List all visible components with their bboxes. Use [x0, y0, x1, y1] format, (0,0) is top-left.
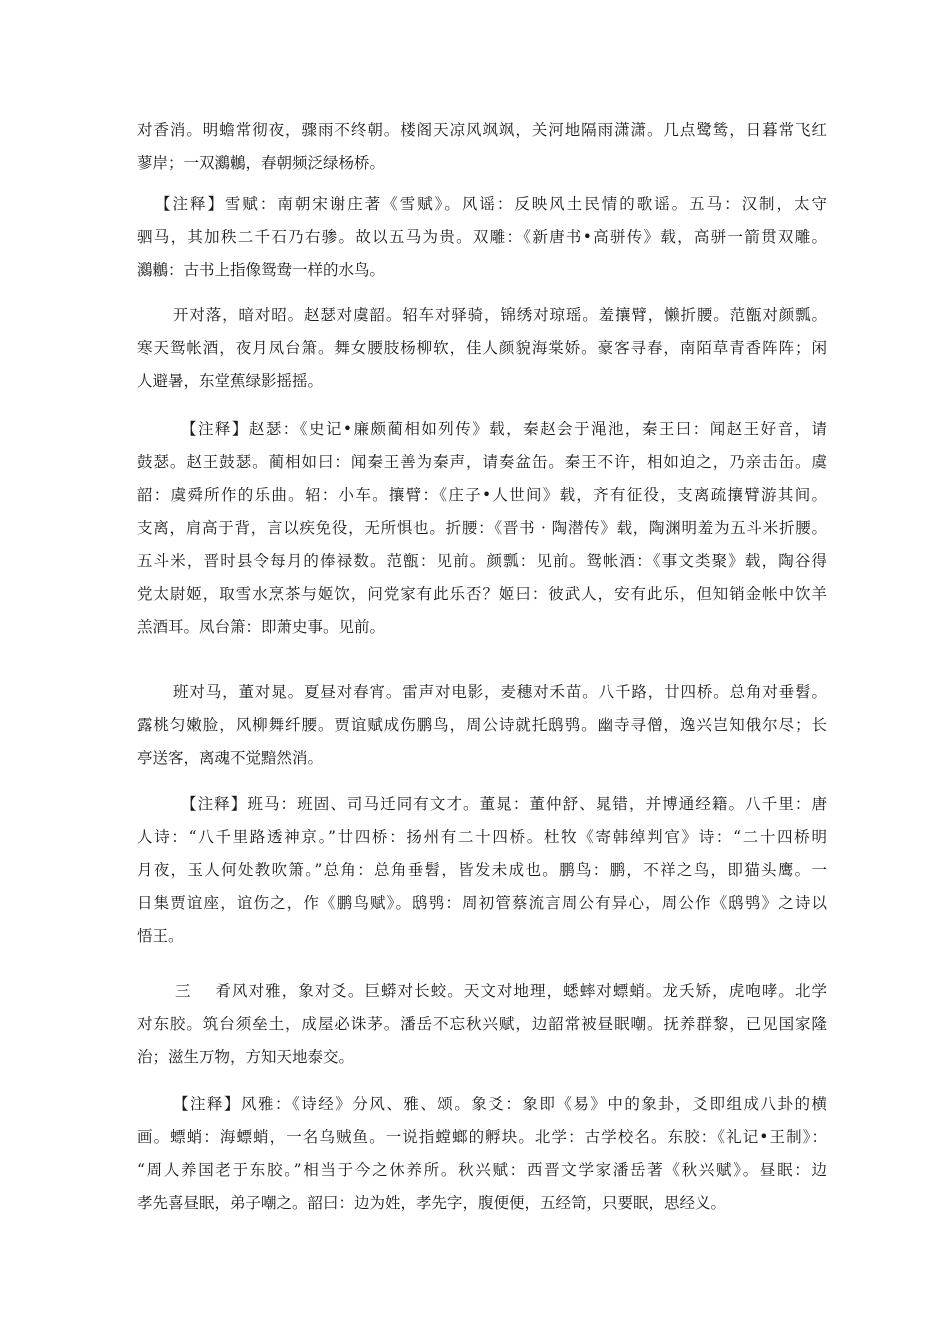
annotation-paragraph [137, 788, 827, 953]
text-line: 人诗：“八千里路透神京。”廿四桥：扬州有二十四桥。杜牧《寄韩绰判官》诗：“二十四桥明 [137, 828, 827, 846]
text-line: 人避暑，东堂蕉绿影摇摇。 [137, 372, 324, 390]
poem-paragraph [137, 975, 827, 1074]
text-line: 【注释】风雅：《诗经》分风、雅、颂。象爻：象即《易》中的象卦，爻即组成八卦的横 [173, 1095, 827, 1113]
text-line: 蓼岸；一双鸂鶒，春朝频泛绿杨桥。 [137, 154, 386, 172]
text-line: “周人养国老于东胶。”相当于今之休养所。秋兴赋：西晋文学家潘岳著《秋兴赋》。昼眠：边 [137, 1161, 827, 1179]
annotation-paragraph [137, 188, 827, 287]
text-line: 鸂鶒：古书上指像鸳鸯一样的水鸟。 [137, 261, 386, 279]
annotation-paragraph [137, 1088, 827, 1220]
text-line: 画。螵蛸：海螵蛸，一名乌贼鱼。一说指螳螂的孵块。北学：古学校名。东胶：《礼记•王制》： [137, 1128, 827, 1146]
text-line: 对香消。明蟾常彻夜，骤雨不终朝。楼阁天凉风飒飒，关河地隔雨潇潇。几点鹭鸶，日暮常飞红 [137, 121, 827, 139]
text-line: 羔酒耳。凤台箫：即萧史事。见前。 [137, 618, 386, 636]
text-line: 月夜，玉人何处教吹箫。”总角：总角垂髫，皆发未成也。鹏鸟：鹏，不祥之鸟，即猫头鹰。一 [137, 861, 827, 879]
text-line: 日集贾谊座，谊伤之，作《鹏鸟赋》。鸱鸮：周初管蔡流言周公有异心，周公作《鸱鸮》之诗以 [137, 894, 827, 912]
text-line: 孝先喜昼眠，弟子嘲之。韶曰：边为姓，孝先字，腹便便，五经笥，只要眠，思经义。 [137, 1194, 727, 1212]
poem-paragraph [137, 299, 827, 398]
text-line: 【注释】雪赋：南朝宋谢庄著《雪赋》。风谣：反映风土民情的歌谣。五马：汉制，太守 [155, 195, 827, 213]
poem-paragraph [137, 676, 827, 775]
text-line: 三 肴风对雅，象对爻。巨蟒对长蛟。天文对地理，蟋蟀对螵蛸。龙夭矫，虎咆哮。北学 [175, 982, 827, 1000]
text-line: 【注释】赵瑟：《史记•廉颇蔺相如列传》载，秦赵会于渑池，秦王曰：闻赵王好音，请 [181, 420, 827, 438]
text-line: 韶：虞舜所作的乐曲。轺：小车。攘臂：《庄子•人世间》载，齐有征役，支离疏攘臂游其间。 [137, 486, 827, 504]
text-line: 驷马，其加秩二千石乃右骖。故以五马为贵。双雕：《新唐书•高骈传》载，高骈一箭贯双雕。 [137, 228, 827, 246]
text-line: 寒天鸳帐酒，夜月凤台箫。舞女腰肢杨柳软，佳人颜貌海棠娇。豪客寻春，南陌草青香阵阵；闲 [137, 339, 827, 357]
text-line: 五斗米，晋时县令每月的俸禄数。范甑：见前。颜瓢：见前。鸳帐酒：《事文类聚》载，陶谷得 [137, 552, 827, 570]
text-line: 亭送客，离魂不觉黯然消。 [137, 749, 324, 767]
text-line: 班对马，董对晁。夏昼对春宵。雷声对电影，麦穗对禾苗。八千路，廿四桥。总角对垂髫。 [173, 683, 827, 701]
text-line: 开对落，暗对昭。赵瑟对虞韶。轺车对驿骑，锦绣对琼瑶。羞攘臂，懒折腰。范甑对颜瓢。 [173, 306, 827, 324]
text-line: 露桃匀嫩脸，风柳舞纤腰。贾谊赋成伤鹏鸟，周公诗就托鸱鸮。幽寺寻僧，逸兴岂知俄尔尽；长 [137, 716, 827, 734]
text-line: 对东胶。筑台须垒土，成屋必诛茅。潘岳不忘秋兴赋，边韶常被昼眠嘲。抚养群黎，已见国家隆 [137, 1015, 827, 1033]
poem-paragraph [137, 114, 827, 180]
text-line: 支离，肩高于背，言以疾免役，无所惧也。折腰：《晋书 · 陶潜传》载，陶渊明羞为五斗米折腰。 [137, 519, 827, 537]
text-line: 【注释】班马：班固、司马迁同有文才。董晁：董仲舒、晁错，并博通经籍。八千里：唐 [181, 795, 827, 813]
text-line: 党太尉姬，取雪水烹茶与姬饮，问党家有此乐否？姬曰：彼武人，安有此乐，但知销金帐中饮羊 [137, 585, 827, 603]
text-line: 治；滋生万物，方知天地泰交。 [137, 1048, 355, 1066]
annotation-paragraph [137, 413, 827, 644]
text-line: 鼓瑟。赵王鼓瑟。蔺相如曰：闻秦王善为秦声，请奏盆缶。秦王不许，相如迫之，乃亲击缶。虞 [137, 453, 827, 471]
text-line: 悟王。 [137, 927, 184, 945]
